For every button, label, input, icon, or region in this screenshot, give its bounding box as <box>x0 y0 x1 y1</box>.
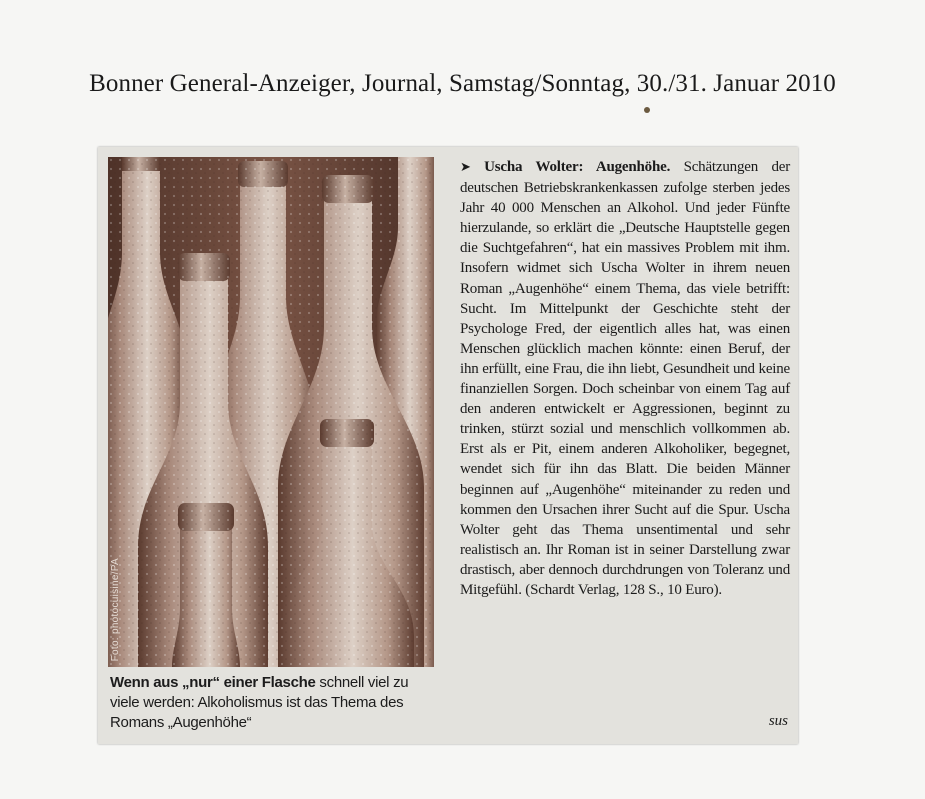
photo-credit: Foto: photocuisine/PA <box>110 557 121 661</box>
bottles-illustration <box>108 157 434 667</box>
article-body: Schätzungen der deutschen Betriebskrankenkassen zufolge sterben jedes Jahr 40 000 Menschen an Alkohol. Und jeder Fünfte hierzulande, so erklärt die „Deutsche Hauptstelle gegen die Suchtgefahren“, hat ein massives Problem mit ihm. Insofern widmet sich Uscha Wolter in ihrem neuen Roman „Augenhöhe“ einem Thema, das viele betrifft: Sucht. Im Mittelpunkt der Geschichte steht der Psychologe Fred, der eigentlich alles hat, was einen Menschen glücklich machen könnte: einen Beruf, der ihn erfüllt, eine Frau, die ihn liebt, Gesundheit und keine finanziellen Sorgen. Doch scheinbar von einem Tag auf den anderen entwickelt er Aggressionen, beginnt zu trinken, stürzt sozial und menschlich vollkommen ab. Erst als er Pit, einem anderen Alkoholiker, begegnet, wendet sich für ihn das Blatt. Die beiden Männer beginnen auf „Augenhöhe“ miteinander zu reden und kommen den Ursachen ihrer Sucht auf die Spur. Uscha Wolter geht das Thema unsentimental und sehr realistisch an. Ihr Roman ist in seiner Darstellung zwar drastisch, aber dennoch durchdrungen von Toleranz und Mitgefühl. (Schardt Verlag, 128 S., 10 Euro). <box>460 159 790 598</box>
caption-bold: Wenn aus „nur“ einer Flasche <box>110 674 316 691</box>
caption-text: schnell viel zu viele werden: Alkoholismus ist das Thema des Romans „Augenhöhe“ <box>110 674 409 731</box>
newspaper-header: Bonner General-Anzeiger, Journal, Samstag/Sonntag, 30./31. Januar 2010 <box>89 70 836 97</box>
newspaper-clipping <box>98 147 798 744</box>
arrow-icon: ➤ <box>460 160 471 175</box>
bottle-photo <box>108 157 434 667</box>
paper-speck <box>644 107 650 113</box>
photo-caption <box>110 673 438 733</box>
author-signoff: sus <box>768 713 788 729</box>
review-article <box>460 157 790 600</box>
article-lead: Uscha Wolter: Augenhöhe. <box>484 159 671 175</box>
